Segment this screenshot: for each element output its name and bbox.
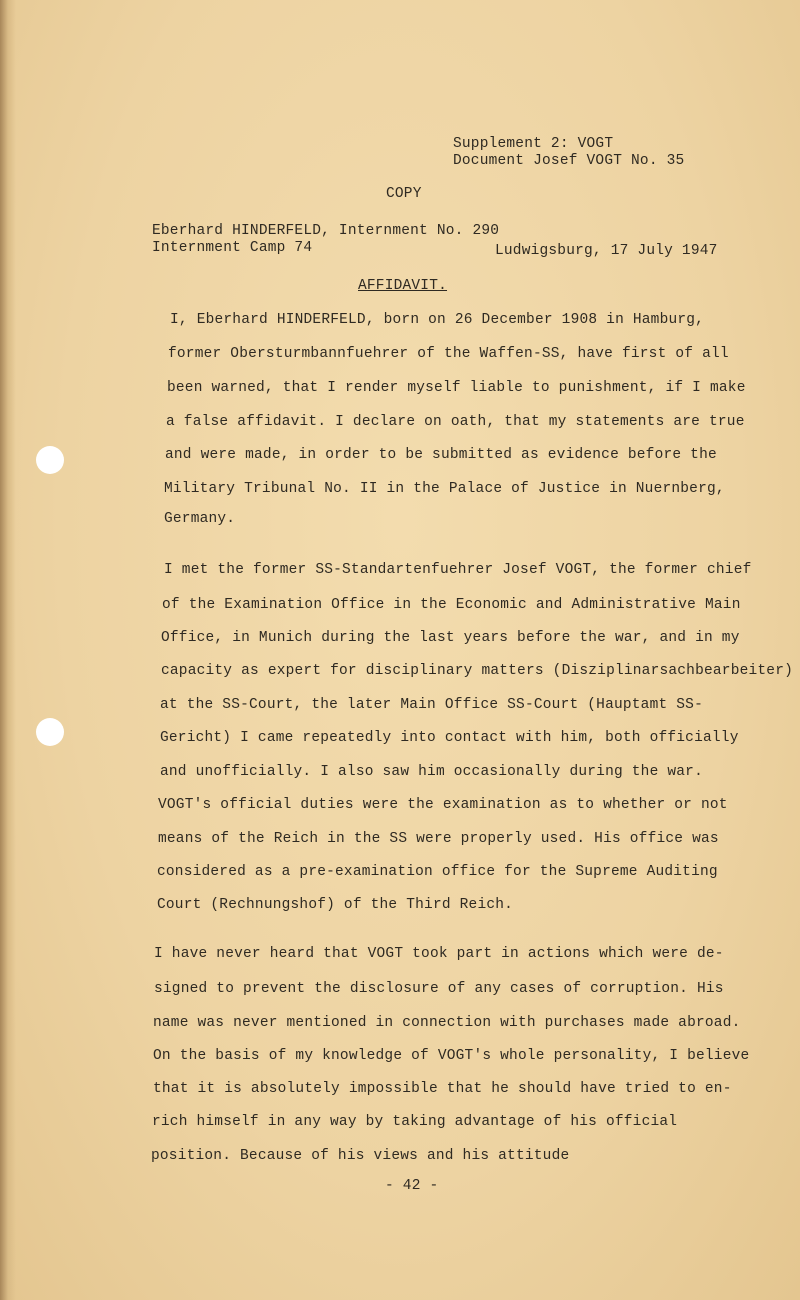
paragraph-1-line: been warned, that I render myself liable to punishment, if I make xyxy=(167,380,746,396)
place-date: Ludwigsburg, 17 July 1947 xyxy=(495,243,718,259)
paragraph-2-line: I met the former SS-Standartenfuehrer Josef VOGT, the former chief xyxy=(164,562,752,578)
paragraph-3-line: that it is absolutely impossible that he should have tried to en- xyxy=(153,1081,732,1097)
paragraph-2-line: Gericht) I came repeatedly into contact with him, both officially xyxy=(160,730,739,746)
page-number: - 42 - xyxy=(385,1178,439,1194)
punch-hole-top xyxy=(36,446,64,474)
sender-name-line: Eberhard HINDERFELD, Internment No. 290 xyxy=(152,223,500,239)
paragraph-2-line: at the SS-Court, the later Main Office SS-Court (Hauptamt SS- xyxy=(160,697,703,713)
paragraph-1-line: former Obersturmbannfuehrer of the Waffen-SS, have first of all xyxy=(168,346,729,362)
paragraph-2-line: considered as a pre-examination office for the Supreme Auditing xyxy=(157,864,718,880)
paragraph-1-line: and were made, in order to be submitted as evidence before the xyxy=(165,447,717,463)
supplement-label: Supplement 2: VOGT xyxy=(453,136,614,152)
paragraph-3-line: rich himself in any way by taking advantage of his official xyxy=(152,1114,678,1130)
paragraph-1-line: Germany. xyxy=(164,511,236,527)
paragraph-1-line: I, Eberhard HINDERFELD, born on 26 December 1908 in Hamburg, xyxy=(170,312,705,328)
copy-label: COPY xyxy=(386,186,422,202)
punch-hole-bottom xyxy=(36,718,64,746)
paragraph-2-line: Office, in Munich during the last years before the war, and in my xyxy=(161,630,740,646)
paragraph-2-line: of the Examination Office in the Economic and Administrative Main xyxy=(162,597,741,613)
affidavit-title: AFFIDAVIT. xyxy=(358,278,448,294)
paragraph-3-line: I have never heard that VOGT took part in actions which were de- xyxy=(154,946,724,962)
paragraph-2-line: capacity as expert for disciplinary matters (Disziplinarsachbearbeiter) xyxy=(161,663,794,679)
page-edge-shadow xyxy=(0,0,16,1300)
paragraph-2-line: means of the Reich in the SS were properly used. His office was xyxy=(158,831,719,847)
paragraph-3-line: signed to prevent the disclosure of any cases of corruption. His xyxy=(154,981,724,997)
document-reference: Document Josef VOGT No. 35 xyxy=(453,153,685,169)
paragraph-2-line: and unofficially. I also saw him occasionally during the war. xyxy=(160,764,703,780)
paragraph-3-line: name was never mentioned in connection with purchases made abroad. xyxy=(153,1015,741,1031)
paragraph-2-line: Court (Rechnungshof) of the Third Reich. xyxy=(157,897,514,913)
sender-camp-line: Internment Camp 74 xyxy=(152,240,313,256)
paragraph-3-line: position. Because of his views and his attitude xyxy=(151,1148,570,1164)
paragraph-1-line: Military Tribunal No. II in the Palace of Justice in Nuernberg, xyxy=(164,481,725,497)
paragraph-1-line: a false affidavit. I declare on oath, that my statements are true xyxy=(166,414,745,430)
paragraph-3-line: On the basis of my knowledge of VOGT's whole personality, I believe xyxy=(153,1048,750,1064)
paragraph-2-line: VOGT's official duties were the examination as to whether or not xyxy=(158,797,728,813)
